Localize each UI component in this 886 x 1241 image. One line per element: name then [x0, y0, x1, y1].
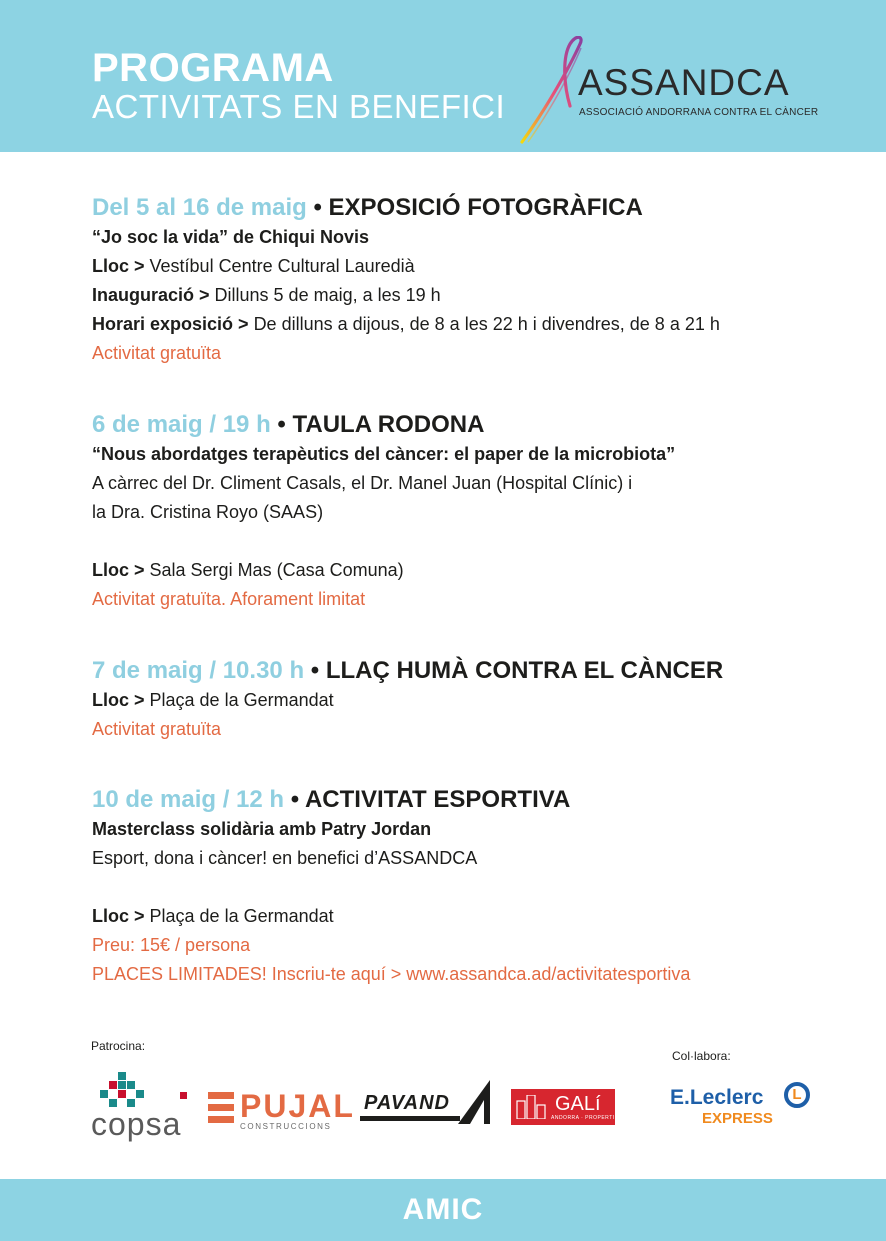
event-title: EXPOSICIÓ FOTOGRÀFICA	[328, 194, 643, 221]
event-registration-link[interactable]: PLACES LIMITADES! Inscriu-te aquí > www.assandca.ad/activitatesportiva	[92, 964, 691, 984]
event-taula-rodona	[92, 410, 852, 614]
event-subtitle: Masterclass solidària amb Patry Jordan	[92, 819, 432, 839]
collab-label: Col·labora:	[672, 1049, 731, 1063]
leclerc-circle-icon: L	[784, 1082, 810, 1108]
copsa-logo	[91, 1072, 191, 1144]
pujal-text: PUJAL	[240, 1088, 355, 1124]
gali-logo	[511, 1089, 623, 1125]
event-description: la Dra. Cristina Royo (SAAS)	[92, 502, 324, 522]
event-date: 7 de maig / 10.30 h	[92, 657, 305, 684]
event-location: Lloc > Plaça de la Germandat	[92, 690, 334, 710]
logo-name: ASSANDCA	[578, 62, 790, 103]
event-heading: 7 de maig / 10.30 h • LLAÇ HUMÀ CONTRA EL CÀNCER	[92, 657, 724, 684]
event-location: Lloc > Plaça de la Germandat	[92, 906, 334, 926]
event-location: Lloc > Sala Sergi Mas (Casa Comuna)	[92, 560, 404, 580]
event-llac-huma	[92, 656, 852, 744]
pavand-text: PAVAND	[364, 1092, 450, 1114]
event-heading: 10 de maig / 12 h • ACTIVITAT ESPORTIVA	[92, 786, 571, 813]
event-title: LLAÇ HUMÀ CONTRA EL CÀNCER	[325, 657, 724, 684]
event-heading: Del 5 al 16 de maig • EXPOSICIÓ FOTOGRÀFICA	[92, 194, 643, 221]
footer-banner	[0, 1179, 886, 1241]
event-inauguration: Inauguració > Dilluns 5 de maig, a les 19 h	[92, 285, 441, 305]
page-title: PROGRAMA	[92, 46, 334, 90]
sponsor-label: Patrocina:	[91, 1039, 146, 1053]
header-banner	[0, 0, 886, 152]
gali-text: GALí	[555, 1093, 601, 1115]
pujal-subtext: CONSTRUCCIONS	[240, 1122, 332, 1131]
page-subtitle: ACTIVITATS EN BENEFICI	[92, 88, 506, 125]
leclerc-logo	[668, 1082, 818, 1128]
event-description: A càrrec del Dr. Climent Casals, el Dr. Manel Juan (Hospital Clínic) i	[92, 473, 633, 493]
leclerc-text: E.Leclerc	[670, 1086, 764, 1109]
event-location: Lloc > Vestíbul Centre Cultural Lauredià	[92, 256, 415, 276]
event-date: 10 de maig / 12 h	[92, 786, 285, 813]
logo-tagline: ASSOCIACIÓ ANDORRANA CONTRA EL CÀNCER	[579, 107, 819, 118]
event-description: Esport, dona i càncer! en benefici d’ASSANDCA	[92, 848, 478, 868]
event-price-note: Activitat gratuïta. Aforament limitat	[92, 589, 366, 609]
event-title: ACTIVITAT ESPORTIVA	[304, 786, 571, 813]
gali-subtext: ANDORRA · PROPERTIES	[551, 1115, 623, 1121]
pavand-logo	[360, 1080, 492, 1126]
event-title: TAULA RODONA	[292, 411, 485, 438]
event-date: Del 5 al 16 de maig	[92, 194, 307, 221]
event-activitat-esportiva	[92, 785, 852, 989]
copsa-text: copsa	[91, 1106, 182, 1142]
event-schedule: Horari exposició > De dilluns a dijous, de 8 a les 22 h i divendres, de 8 a 21 h	[92, 314, 720, 334]
pujal-mark-icon	[208, 1092, 236, 1124]
leclerc-subtext: EXPRESS	[702, 1110, 773, 1127]
assandca-logo	[518, 36, 819, 146]
footer-text: AMIC	[402, 1193, 484, 1226]
event-price: Preu: 15€ / persona	[92, 935, 251, 955]
event-exposicio	[92, 193, 852, 368]
gali-building-icon	[515, 1095, 549, 1119]
event-subtitle: “Nous abordatges terapèutics del càncer: el paper de la microbiota”	[92, 444, 676, 464]
event-date: 6 de maig / 19 h	[92, 411, 271, 438]
pujal-logo	[208, 1088, 355, 1136]
event-subtitle: “Jo soc la vida” de Chiqui Novis	[92, 227, 370, 247]
event-price-note: Activitat gratuïta	[92, 719, 222, 739]
event-price-note: Activitat gratuïta	[92, 343, 222, 363]
event-heading: 6 de maig / 19 h • TAULA RODONA	[92, 411, 485, 438]
